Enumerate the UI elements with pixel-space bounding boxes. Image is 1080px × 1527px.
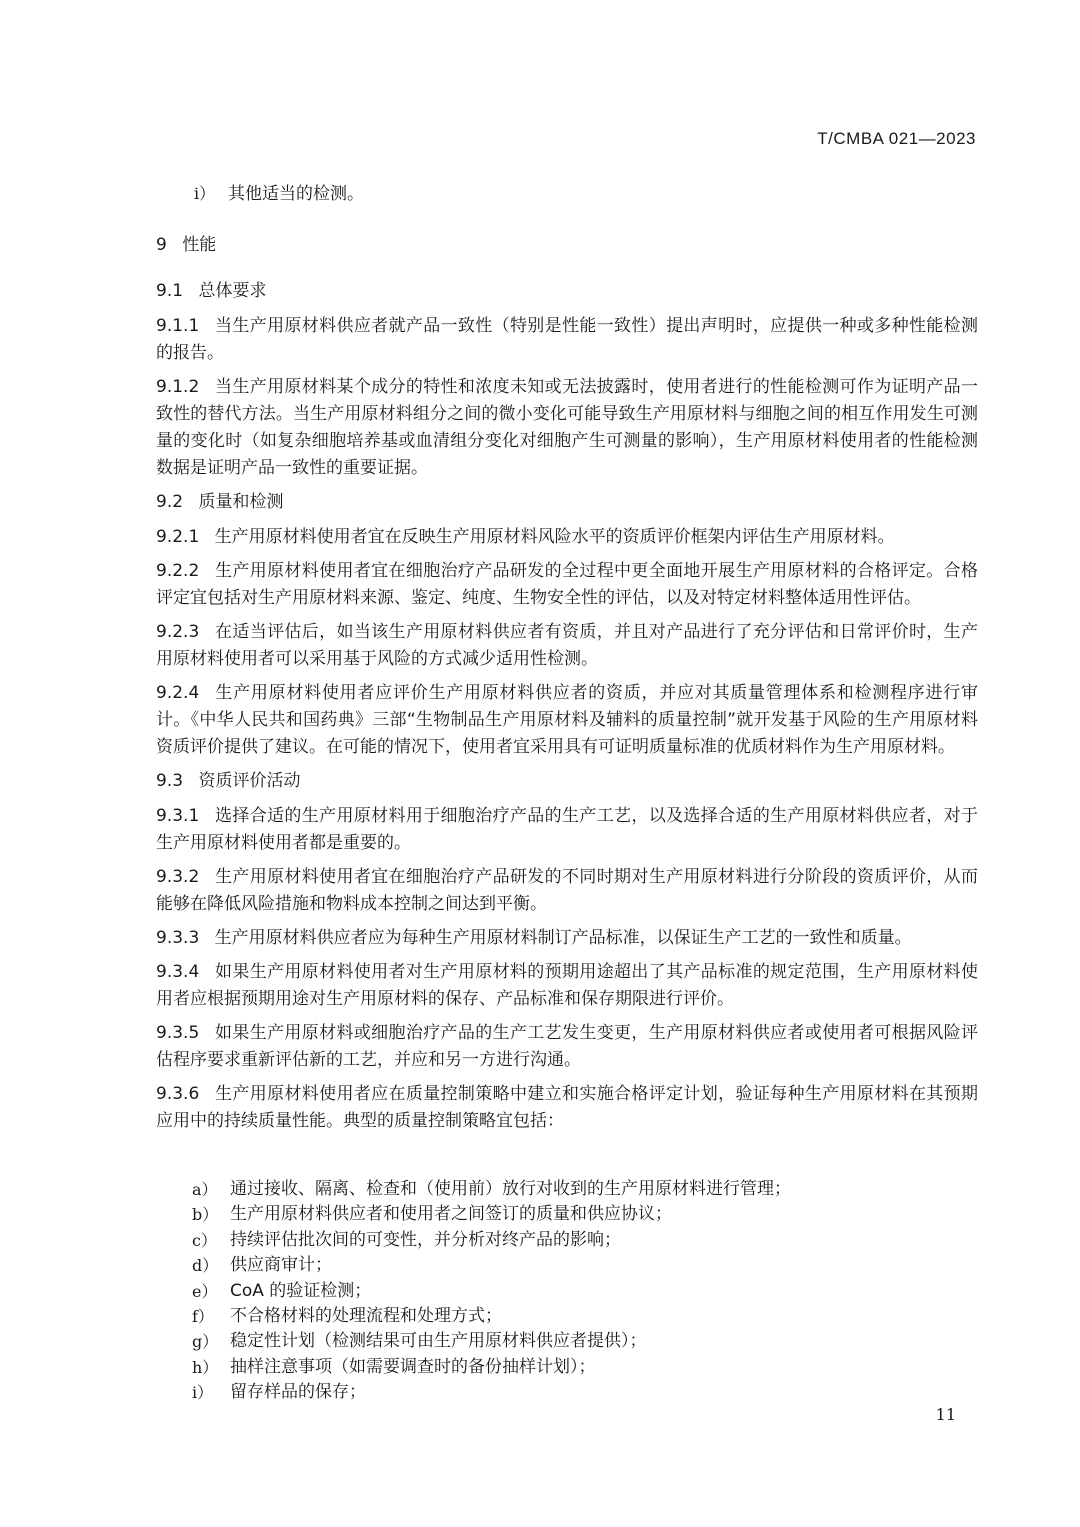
list-text: 供应商审计；: [230, 1255, 332, 1276]
list-item: [192, 1329, 978, 1354]
clause-paragraph: 9.2.2 生产用原材料使用者宜在细胞治疗产品研发的全过程中更全面地开展生产用原材料的合格评定。合格评定宜包括对生产用原材料来源、鉴定、纯度、生物安全性的评估，以及对特定材料整体适用性评估。: [156, 561, 979, 608]
clause-paragraph: 9.2.1 生产用原材料使用者宜在反映生产用原材料风险水平的资质评价框架内评估生产用原材料。: [156, 527, 895, 547]
subsection-heading: 9.3 资质评价活动: [156, 771, 301, 791]
list-marker: d）: [192, 1256, 219, 1276]
clause-paragraph: 9.3.4 如果生产用原材料使用者对生产用原材料的预期用途超出了其产品标准的规定范围，生产用原材料使用者应根据预期用途对生产用原材料的保存、产品标准和保存期限进行评价。: [156, 962, 979, 1009]
quality-strategy-list: [192, 1177, 978, 1406]
list-marker: i）: [192, 1383, 214, 1403]
list-text: 稳定性计划（检测结果可由生产用原材料供应者提供）；: [230, 1331, 647, 1352]
list-item: [192, 1228, 978, 1253]
clause-paragraph: 9.1.2 当生产用原材料某个成分的特性和浓度未知或无法披露时，使用者进行的性能检测可作为证明产品一致性的替代方法。当生产用原材料组分之间的微小变化可能导致生产用原材料与细胞之间的相互作用发生可测量的变化时（如复杂细胞培养基或血清组分变化对细胞产生可测量的影响），生产用原材料使用者的性能检测数据是证明产品一致性的重要证据。: [156, 377, 979, 478]
list-text: 其他适当的检测。: [228, 184, 364, 204]
list-item: [192, 1355, 978, 1380]
list-text: 留存样品的保存；: [230, 1382, 366, 1403]
list-marker: a）: [192, 1180, 218, 1199]
list-marker: i）: [194, 184, 216, 203]
list-marker: h）: [192, 1357, 219, 1377]
list-item: [156, 180, 978, 208]
list-marker: g）: [192, 1332, 219, 1352]
clause-paragraph: 9.3.6 生产用原材料使用者应在质量控制策略中建立和实施合格评定计划，验证每种生产用原材料在其预期应用中的持续质量性能。典型的质量控制策略宜包括：: [156, 1084, 979, 1131]
subsection-heading: 9.1 总体要求: [156, 281, 267, 301]
document-body: [156, 180, 978, 1142]
list-marker: e）: [192, 1281, 218, 1301]
list-item: [192, 1202, 978, 1227]
list-item: [192, 1177, 978, 1202]
clause-paragraph: 9.1.1 当生产用原材料供应者就产品一致性（特别是性能一致性）提出声明时，应提供一种或多种性能检测的报告。: [156, 316, 979, 363]
list-marker: b）: [192, 1205, 219, 1225]
section-heading: 9 性能: [156, 235, 217, 255]
list-text: 通过接收、隔离、检查和（使用前）放行对收到的生产用原材料进行管理；: [230, 1179, 791, 1199]
clause-paragraph: 9.3.1 选择合适的生产用原材料用于细胞治疗产品的生产工艺，以及选择合适的生产用原材料供应者，对于生产用原材料使用者都是重要的。: [156, 806, 979, 853]
clause-paragraph: 9.3.5 如果生产用原材料或细胞治疗产品的生产工艺发生变更，生产用原材料供应者或使用者可根据风险评估程序要求重新评估新的工艺，并应和另一方进行沟通。: [156, 1023, 979, 1070]
list-text: 不合格材料的处理流程和处理方式；: [230, 1306, 502, 1327]
list-item: [192, 1253, 978, 1278]
clause-paragraph: 9.2.4 生产用原材料使用者应评价生产用原材料供应者的资质，并应对其质量管理体系和检测程序进行审计。《中华人民共和国药典》三部“生物制品生产用原材料及辅料的质量控制”就开发基于风险的生产用原材料资质评价提供了建议。在可能的情况下，使用者宜采用具有可证明质量标准的优质材料作为生产用原材料。: [156, 683, 978, 757]
list-text: CoA 的验证检测；: [230, 1280, 372, 1301]
list-text: 抽样注意事项（如需要调查时的备份抽样计划）；: [230, 1356, 596, 1377]
document-code: T/CMBA 021—2023: [817, 129, 976, 148]
page-number: 11: [935, 1405, 956, 1424]
list-text: 生产用原材料供应者和使用者之间签订的质量和供应协议；: [230, 1204, 672, 1225]
clause-paragraph: 9.2.3 在适当评估后，如当该生产用原材料供应者有资质，并且对产品进行了充分评估和日常评价时，生产用原材料使用者可以采用基于风险的方式减少适用性检测。: [156, 622, 979, 669]
list-item: [192, 1304, 978, 1329]
list-marker: f）: [192, 1307, 214, 1327]
clause-paragraph: 9.3.3 生产用原材料供应者应为每种生产用原材料制订产品标准，以保证生产工艺的一致性和质量。: [156, 928, 912, 948]
list-text: 持续评估批次间的可变性，并分析对终产品的影响；: [230, 1229, 621, 1250]
subsection-heading: 9.2 质量和检测: [156, 492, 284, 512]
clause-paragraph: 9.3.2 生产用原材料使用者宜在细胞治疗产品研发的不同时期对生产用原材料进行分阶段的资质评价，从而能够在降低风险措施和物料成本控制之间达到平衡。: [156, 867, 979, 914]
list-marker: c）: [192, 1230, 217, 1250]
list-item: [192, 1380, 978, 1405]
list-item: [192, 1279, 978, 1304]
